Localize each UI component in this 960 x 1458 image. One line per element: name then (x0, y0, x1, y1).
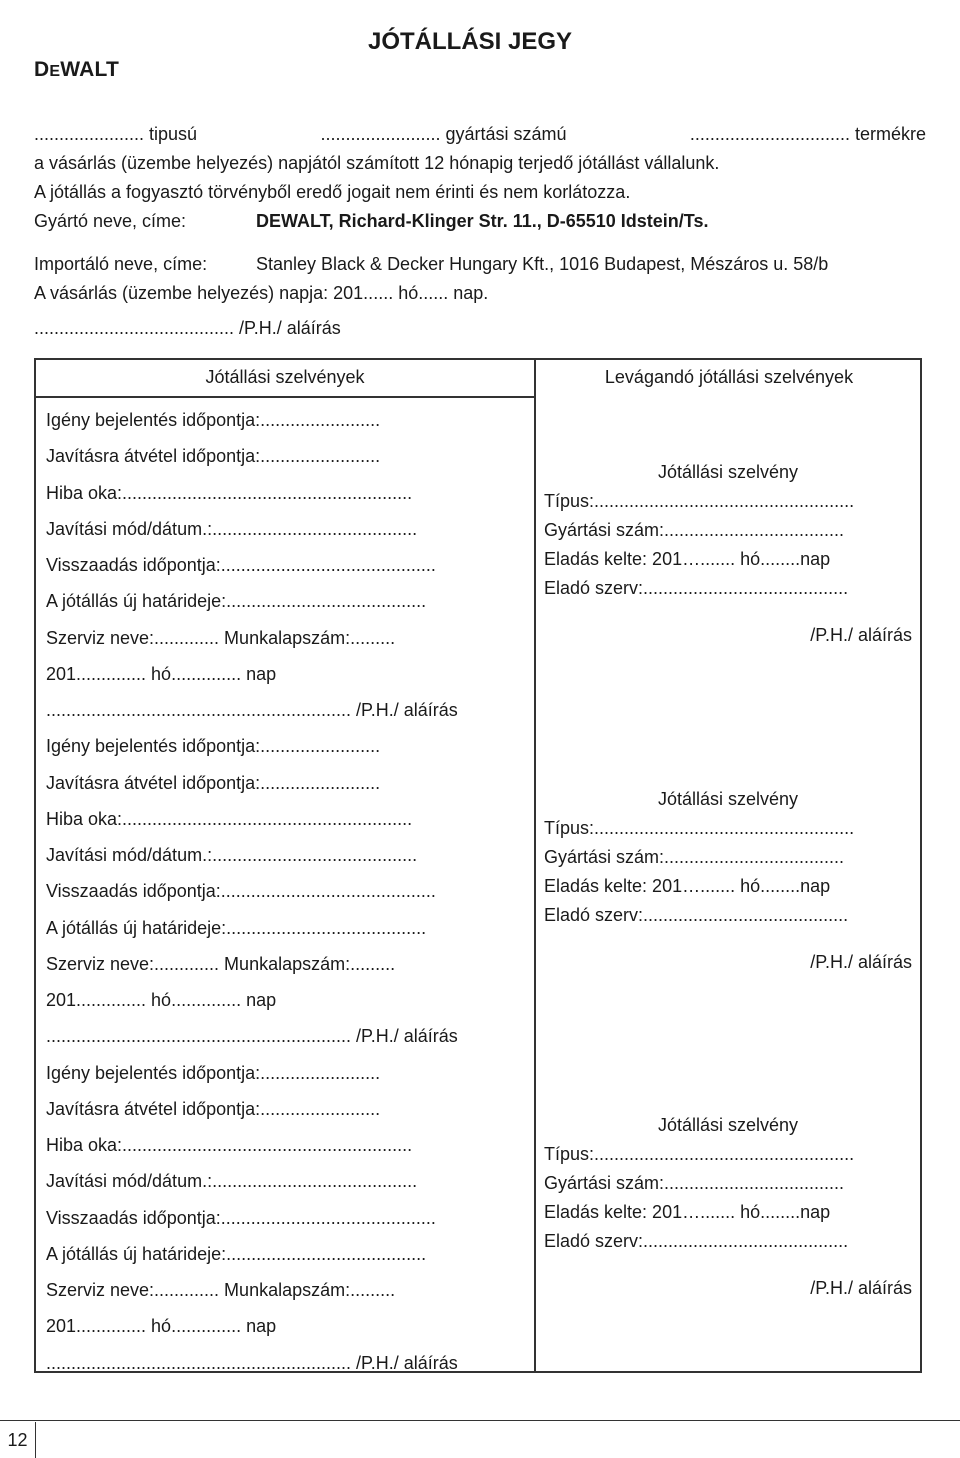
signature-row: ............................................................. /P.H./ aláírás (46, 700, 458, 720)
left-header: Jótállási szelvények (205, 367, 365, 387)
coupon-serial: Gyártási szám:.................................... (544, 1173, 845, 1193)
signature-row: ............................................................. /P.H./ aláírás (46, 1352, 458, 1373)
type-blank: ...................... tipusú (34, 124, 198, 144)
service-name-row: Szerviz neve:............. Munkalapszám:......... (46, 953, 396, 974)
consumer-rights-line: A jótállás a fogyasztó törvényből eredő jogait nem érinti és nem korlátozza. (34, 182, 631, 202)
detachable-coupon-3 (544, 1110, 912, 1303)
repair-method-row: Javítási mód/dátum.:......................................... (46, 1171, 418, 1192)
purchase-date-line: A vásárlás (üzembe helyezés) napja: 201...... hó...... nap. (34, 283, 489, 303)
coupon-type: Típus:.................................................... (544, 491, 855, 511)
manufacturer-value: DEWALT, Richard-Klinger Str. 11., D-65510 Idstein/Ts. (256, 211, 709, 231)
fault-cause-row: Hiba oka:.......................................................... (46, 808, 413, 829)
date-row: 201.............. hó.............. nap (46, 663, 277, 684)
coupon-seller: Eladó szerv:......................................... (544, 1231, 849, 1251)
repair-intake-row: Javításra átvétel időpontja:........................ (46, 446, 381, 467)
detachable-coupon-1 (544, 457, 912, 650)
coupon-title: Jótállási szelvény (657, 789, 799, 809)
new-deadline-row: A jótállás új határideje:........................................ (46, 591, 427, 612)
date-row: 201.............. hó.............. nap (46, 1316, 277, 1337)
coupon-type: Típus:.................................................... (544, 818, 855, 838)
column-divider (534, 360, 536, 1371)
repair-method-row: Javítási mód/dátum.:......................................... (46, 518, 418, 539)
coupon-signature: /P.H./ aláírás (810, 952, 912, 972)
service-name-row: Szerviz neve:............. Munkalapszám:......... (46, 1280, 396, 1300)
coupon-title: Jótállási szelvény (657, 462, 799, 482)
page-number: 12 (0, 1422, 36, 1458)
coupon-seller: Eladó szerv:......................................... (544, 905, 849, 925)
new-deadline-row: A jótállás új határideje:........................................ (46, 917, 427, 938)
repair-intake-row: Javításra átvétel időpontja:........................ (46, 772, 381, 793)
repair-method-row: Javítási mód/dátum.:......................................... (46, 845, 418, 865)
claim-date-row: Igény bejelentés időpontja:........................ (46, 1062, 381, 1083)
serial-blank: ........................ gyártási számú (320, 124, 567, 144)
coupon-type: Típus:.................................................... (544, 1144, 855, 1164)
coupon-signature: /P.H./ aláírás (810, 1278, 912, 1298)
claim-date-row: Igény bejelentés időpontja:........................ (46, 410, 381, 430)
repair-intake-row: Javításra átvétel időpontja:........................ (46, 1098, 381, 1119)
return-date-row: Visszaadás időpontja:........................................... (46, 555, 436, 575)
importer-label: Importáló neve, címe: (34, 254, 208, 274)
intro-text (34, 120, 926, 308)
service-name-row: Szerviz neve:............. Munkalapszám:......... (46, 627, 396, 648)
coupon-sale-date: Eladás kelte: 201…....... hó........nap (544, 549, 831, 569)
fault-cause-row: Hiba oka:.......................................................... (46, 1135, 413, 1155)
date-row: 201.............. hó.............. nap (46, 990, 277, 1010)
importer-line (34, 250, 926, 279)
product-blank: ................................ termékre (689, 124, 926, 144)
fault-cause-row: Hiba oka:.......................................................... (46, 482, 413, 503)
manufacturer-label: Gyártó neve, címe: (34, 211, 187, 231)
return-date-row: Visszaadás időpontja:........................................... (46, 881, 436, 902)
manufacturer-line (34, 207, 926, 236)
coupon-signature: /P.H./ aláírás (810, 625, 912, 645)
page-title: JÓTÁLLÁSI JEGY (368, 28, 573, 55)
product-line (34, 120, 926, 149)
return-date-row: Visszaadás időpontja:........................................... (46, 1207, 436, 1228)
detachable-coupon-2 (544, 784, 912, 977)
signature-row: ............................................................. /P.H./ aláírás (46, 1026, 458, 1047)
brand-logo: DEWALT (34, 58, 119, 81)
top-signature: ........................................ /P.H./ aláírás (34, 318, 341, 338)
warranty-period-line: a vásárlás (üzembe helyezés) napjától számított 12 hónapig terjedő jótállást vállalunk. (34, 153, 720, 173)
coupon-serial: Gyártási szám:.................................... (544, 847, 845, 867)
coupon-serial: Gyártási szám:.................................... (544, 520, 845, 540)
importer-value: Stanley Black & Decker Hungary Kft., 1016 Budapest, Mészáros u. 58/b (256, 254, 829, 274)
coupon-sale-date: Eladás kelte: 201…....... hó........nap (544, 876, 831, 896)
right-header: Levágandó jótállási szelvények (604, 367, 854, 387)
coupon-seller: Eladó szerv:......................................... (544, 578, 849, 598)
claim-date-row: Igény bejelentés időpontja:........................ (46, 736, 381, 757)
warranty-coupon-rows (46, 402, 458, 1381)
coupon-title: Jótállási szelvény (657, 1115, 799, 1135)
footer-rule (0, 1420, 960, 1421)
new-deadline-row: A jótállás új határideje:........................................ (46, 1243, 427, 1264)
coupon-sale-date: Eladás kelte: 201…....... hó........nap (544, 1202, 831, 1222)
warranty-table (34, 358, 922, 1373)
header-divider (36, 396, 534, 398)
